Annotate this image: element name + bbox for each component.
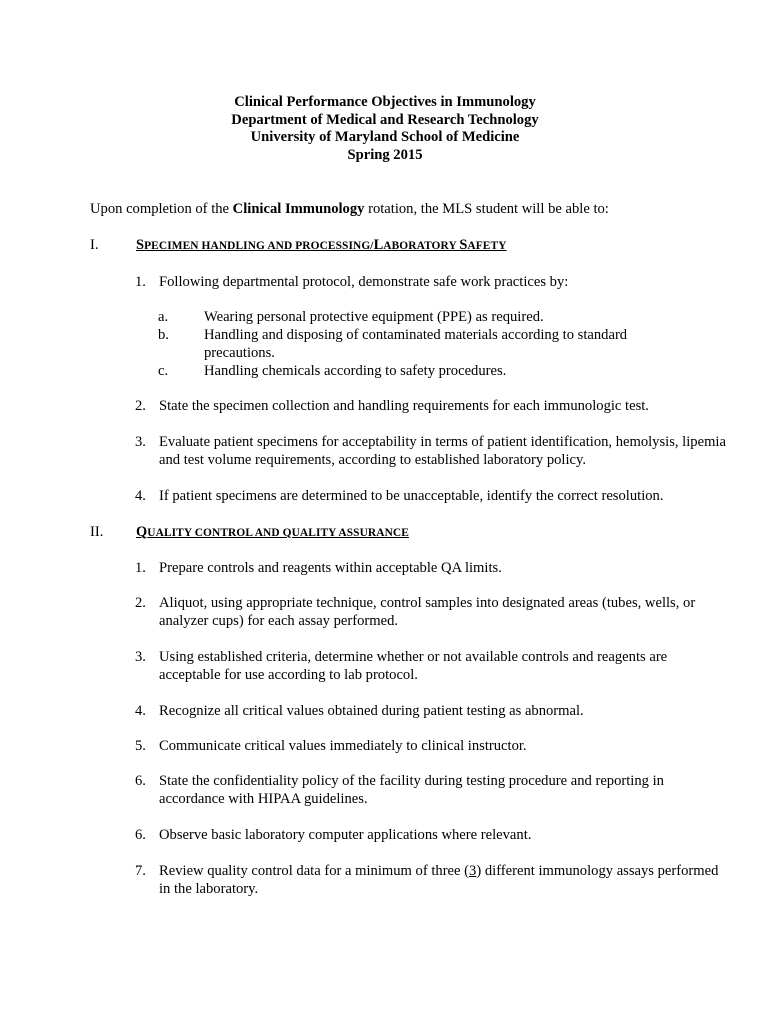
section-2-numeral: II.	[90, 524, 104, 540]
section-2-item: Aliquot, using appropriate technique, control samples into designated areas (tubes, wells, or analyzer cups) for each assay performed.	[159, 595, 696, 629]
section-2-item: Communicate critical values immediately to clinical instructor.	[159, 738, 527, 754]
section-2-item: Prepare controls and reagents within acceptable QA limits.	[159, 560, 502, 576]
header-term: Spring 2015	[347, 146, 423, 163]
subitem-text: Handling and disposing of contaminated materials according to standard precautions.	[204, 327, 628, 361]
section-1-item: Evaluate patient specimens for acceptability in terms of patient identification, hemolysis, lipemia and test volume requirements, according to established laboratory policy.	[159, 434, 726, 468]
section-1-item-number: 2.	[135, 398, 146, 414]
section-2-item-number: 2.	[135, 595, 146, 611]
section-2-item-number: 6.	[135, 773, 146, 789]
section-2-item: Recognize all critical values obtained during patient testing as abnormal.	[159, 703, 584, 719]
intro-text-end: rotation, the MLS student will be able to:	[364, 201, 609, 217]
section-1-title: SPECIMEN HANDLING AND PROCESSING/LABORATORY SAFETY	[136, 237, 507, 253]
section-2-item: State the confidentiality policy of the facility during testing procedure and reporting in accordance with HIPAA guidelines.	[159, 773, 664, 807]
header-title: Clinical Performance Objectives in Immunology	[234, 94, 536, 110]
section-1-item: State the specimen collection and handling requirements for each immunologic test.	[159, 398, 649, 414]
section-2-item-number: 6.	[135, 827, 146, 843]
section-2-item: Using established criteria, determine whether or not available controls and reagents are acceptable for use according to lab protocol.	[159, 649, 668, 683]
section-1-item: Following departmental protocol, demonstrate safe work practices by:	[159, 274, 569, 290]
subitem-letter: c.	[158, 363, 169, 379]
subitem-letter: a.	[158, 309, 169, 325]
underlined-count: 3	[469, 863, 477, 879]
section-2-item-number: 1.	[135, 560, 146, 576]
section-1-item-number: 3.	[135, 434, 146, 450]
section-1-item: If patient specimens are determined to be unacceptable, identify the correct resolution.	[159, 488, 664, 504]
section-1-item-number: 1.	[135, 274, 146, 290]
intro-bold-rotation: Clinical Immunology	[232, 201, 365, 217]
section-1-numeral: I.	[90, 237, 99, 253]
intro-text-start: Upon completion of the	[90, 201, 233, 217]
section-2-item-number: 3.	[135, 649, 146, 665]
section-1-item-number: 4.	[135, 488, 146, 504]
subitem-text: Handling chemicals according to safety procedures.	[204, 363, 507, 379]
intro-paragraph	[90, 200, 609, 218]
section-2-item: Observe basic laboratory computer applications where relevant.	[159, 827, 532, 843]
section-2-item-number: 4.	[135, 703, 146, 719]
subitem-text: Wearing personal protective equipment (PPE) as required.	[204, 309, 544, 325]
section-2-title: QUALITY CONTROL AND QUALITY ASSURANCE	[136, 524, 409, 540]
section-2-item: Review quality control data for a minimum of three (3) different immunology assays performed in the laboratory.	[159, 863, 719, 897]
subitem-letter: b.	[158, 327, 169, 343]
section-2-item-number: 7.	[135, 863, 146, 879]
header-university: University of Maryland School of Medicine	[250, 129, 520, 145]
document-header	[0, 94, 770, 164]
header-department: Department of Medical and Research Technology	[231, 111, 539, 128]
section-2-item-number: 5.	[135, 738, 146, 754]
